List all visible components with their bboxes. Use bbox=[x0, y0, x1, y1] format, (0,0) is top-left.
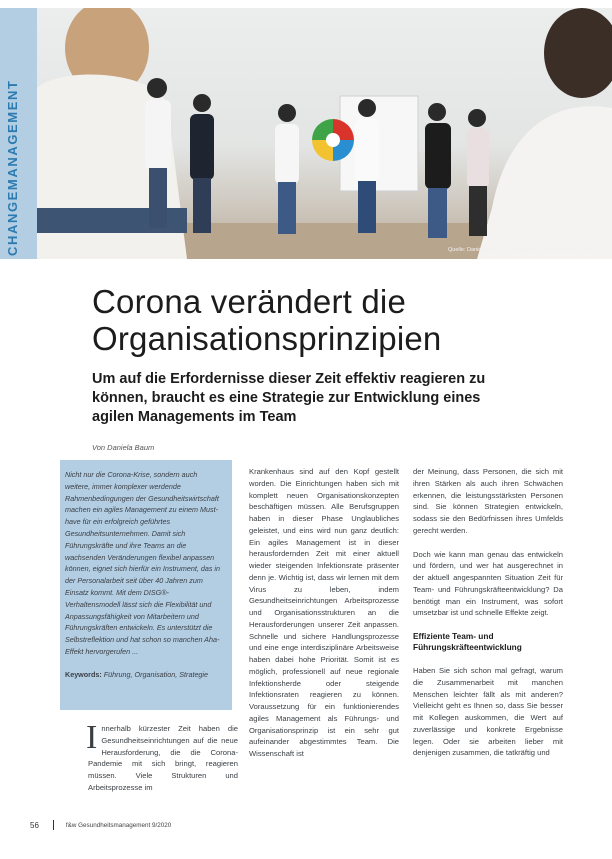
body-text-col1: nnerhalb kürzester Zeit haben die Gesundheitseinrichtungen auf die neue Herausforderung, die die Corona-Pandemie mit sich bringt, reagieren müssen. Viele Strukturen und Arbeitsprozesse im bbox=[88, 724, 238, 792]
keywords-line bbox=[65, 669, 222, 680]
abstract-box bbox=[60, 460, 232, 710]
body-text-col2: Krankenhaus sind auf den Kopf gestellt worden. Die Einrichtungen haben sich mit komplett neuen Organisationskonzepten beschäftigen müssen. Alle Berufsgruppen haben in dieser Phase Unglaubliches geleistet, und eins wird nun ganz deutlich: Ein agiles Management ist in dieser herausfordernden Zeit mit einer aktuell wieder steigenden Infektionsrate präsenter denn je. Wichtig ist, dass wir lernen mit dem Virus zu leben, indem Gesundheitseinrichtungen Arbeitsprozesse und Organisationsstrukturen an die Herausforderungen unserer Zeit anpassen. Schnelle und sichere Handlungsprozesse und eine enge interdisziplinäre Arbeitsweise haben dabei hohe Priorität. Somit ist es möglich, professionell auf neue regionale Infektionsherde oder steigende Infektionsraten reagieren zu können. Voraussetzung für ein funktionierendes agiles Management als Führungs- und Organisationsprinzip ist ein sehr gut aufeinander abgestimmtes Team. Die Wissenschaft ist bbox=[249, 467, 399, 758]
page-number: 56 bbox=[30, 820, 39, 830]
drop-cap: I bbox=[86, 719, 98, 756]
section-heading: Effiziente Team- und Führungskräfteentwicklung bbox=[413, 631, 522, 652]
page-footer bbox=[30, 820, 171, 830]
body-paragraph: Doch wie kann man genau das entwickeln und fördern, und wer hat ausgerechnet in der aktuell angespannten Situation Zeit für Team- und Führungskräfteentwicklung? Da benötigt man ein Instrument, was sofort umsetzbar ist und schnelle Effekte zeigt. bbox=[413, 549, 563, 618]
footer-divider bbox=[53, 820, 54, 830]
body-paragraph: Haben Sie sich schon mal gefragt, warum die Zusammenarbeit mit manchen Menschen leichter fällt als mit anderen? Vielleicht geht es Ihnen so, dass Sie besser mit Kollegen auskommen, die Wert auf zuverlässige und konkrete Ergebnisse legen. Oder sie arbeiten lieber mit denjenigen zusammen, die tatkräftig und bbox=[413, 666, 563, 758]
body-column-3 bbox=[413, 466, 563, 759]
body-column-1 bbox=[86, 719, 238, 794]
publication-name: f&w Gesundheitsmanagement 9/2020 bbox=[65, 821, 172, 829]
header-photo bbox=[37, 8, 612, 259]
article-subtitle: Um auf die Erfordernisse dieser Zeit effektiv reagieren zu können, braucht es eine Strategie zur Entwicklung eines agilen Managements im Team bbox=[92, 371, 486, 425]
photo-credit: Quelle: Daniela Baum · Freistellung: Gesundheitswirtschaft bbox=[448, 247, 592, 253]
abstract-text: Nicht nur die Corona-Krise, sondern auch weitere, immer komplexer werdende Rahmenbedingungen der Gesundheitswirtschaft machen ein agiles Management zu einem Must-have für ein erfolgreich geführtes Gesundheitsunternehmen. Damit sich Führungskräfte und ihre Teams an die wachsenden Veränderungen flexibel anpassen können, eignet sich hierfür ein Instrument, das in der Personalarbeit seit über 40 Jahren zum Einsatz kommt. Mit dem DISG®-Verhaltensmodell lässt sich die Flexibilität und Anpassungsfähigkeit von Mitarbeitern und Führungskräften entwickeln. Es unterstützt die Selbstreflektion und hat schon so manchen Aha-Effekt hervorgerufen ... bbox=[65, 470, 221, 656]
article-title: Corona verändert die Organisationsprinzipien bbox=[92, 283, 442, 357]
section-label: CHANGEMANAGEMENT bbox=[5, 79, 20, 256]
keywords-label: Keywords: bbox=[65, 669, 102, 679]
author-byline: Von Daniela Baum bbox=[92, 443, 155, 452]
keywords-list: Führung, Organisation, Strategie bbox=[103, 669, 209, 679]
section-sidebar bbox=[0, 8, 37, 259]
body-column-2 bbox=[249, 466, 399, 760]
body-paragraph: der Meinung, dass Personen, die sich mit ihren Stärken als auch ihren Schwächen erkennen, die leistungsstärksten Personen sind. Sie können Strategien entwickeln, sodass sie den Bedürfnissen ihres Umfelds gerecht werden. bbox=[413, 467, 563, 535]
team-meeting-photo bbox=[37, 8, 612, 259]
